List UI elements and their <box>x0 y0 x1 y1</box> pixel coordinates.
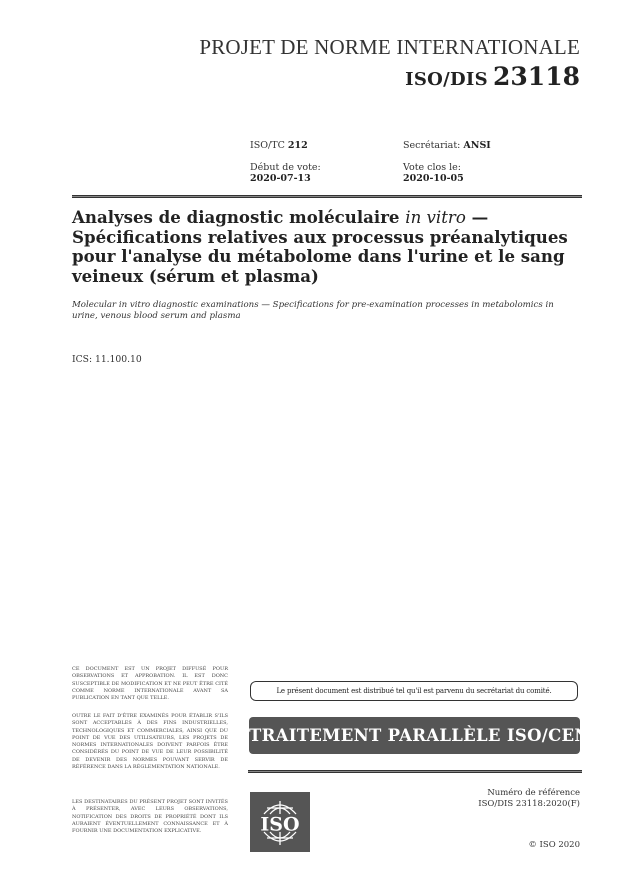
technical-committee <box>250 140 308 151</box>
vote-start-date: 2020-07-13 <box>250 173 311 184</box>
secretariat-value: ANSI <box>463 140 491 151</box>
iso-logo <box>250 792 310 852</box>
disclaimer-paragraph-3: LES DESTINATAIRES DU PRÉSENT PROJET SONT INVITÉS À PRÉSENTER, AVEC LEURS OBSERVATIONS, NOTIFICATION DES DROITS DE PROPRIÉTÉ DONT ILS AURAIENT ÉVENTUELLEMENT CONNAISSANCE ET À FOURNIR UNE DOCUMENTATION EXPLICATIVE. <box>72 799 228 835</box>
reference-label: Numéro de référence <box>487 788 580 798</box>
vote-start <box>250 162 321 184</box>
top-divider <box>72 195 582 198</box>
secretariat <box>403 140 491 151</box>
svg-text:ISO: ISO <box>260 813 300 836</box>
vote-start-label: Début de vote: <box>250 162 321 173</box>
disclaimer-paragraph-1: CE DOCUMENT EST UN PROJET DIFFUSÉ POUR OBSERVATIONS ET APPROBATION. IL EST DONC SUSCEPTIBLE DE MODIFICATION ET NE PEUT ÊTRE CITÉ COMME NORME INTERNATIONALE AVANT SA PUBLICATION EN TANT QUE TELLE. <box>72 666 228 702</box>
committee-label: ISO/TC <box>250 140 285 151</box>
vote-end <box>403 162 464 184</box>
vote-end-date: 2020-10-05 <box>403 173 464 184</box>
document-number-value: 23118 <box>493 62 580 91</box>
french-title-part1: Analyses de diagnostic moléculaire <box>72 207 406 227</box>
bottom-divider <box>248 770 582 773</box>
document-number <box>405 62 580 91</box>
french-title <box>72 208 592 286</box>
vote-end-label: Vote clos le: <box>403 162 462 173</box>
copyright: © ISO 2020 <box>528 840 580 850</box>
english-title: Molecular in vitro diagnostic examinations — Specifications for pre-examination processes in metabolomics in urine, venous blood serum and plasma <box>72 300 554 321</box>
secretariat-label: Secrétariat: <box>403 140 461 151</box>
distribution-notice: Le présent document est distribué tel qu'il est parvenu du secrétariat du comité. <box>250 681 578 701</box>
parallel-processing-banner: TRAITEMENT PARALLÈLE ISO/CEN <box>249 717 580 754</box>
iso-globe-logo-icon <box>250 792 310 852</box>
document-type-heading: PROJET DE NORME INTERNATIONALE <box>199 35 580 59</box>
disclaimer-paragraph-2: OUTRE LE FAIT D'ÊTRE EXAMINÉS POUR ÉTABLIR S'ILS SONT ACCEPTABLES À DES FINS INDUSTRIELLES, TECHNOLOGIQUES ET COMMERCIALES, AINSI QUE DU POINT DE VUE DES UTILISATEURS, LES PROJETS DE NORMES INTERNATIONALES DOIVENT PARFOIS ÊTRE CONSIDÉRÉS DU POINT DE VUE DE LEUR POSSIBILITÉ DE DEVENIR DES NORMES POUVANT SERVIR DE RÉFÉRENCE DANS LA RÉGLEMENTATION NATIONALE. <box>72 713 228 771</box>
french-title-italic: in vitro <box>405 208 466 227</box>
reference-value: ISO/DIS 23118:2020(F) <box>478 798 580 809</box>
committee-number: 212 <box>287 140 308 151</box>
french-title-part2: — Spécifications relatives aux processus préanalytiques pour l'analyse du métabolome dans l'urine et le sang veineux (sérum et plasma) <box>72 207 568 286</box>
reference-number <box>478 788 580 809</box>
ics-code: ICS: 11.100.10 <box>72 354 142 365</box>
document-prefix: ISO/DIS <box>405 69 488 90</box>
